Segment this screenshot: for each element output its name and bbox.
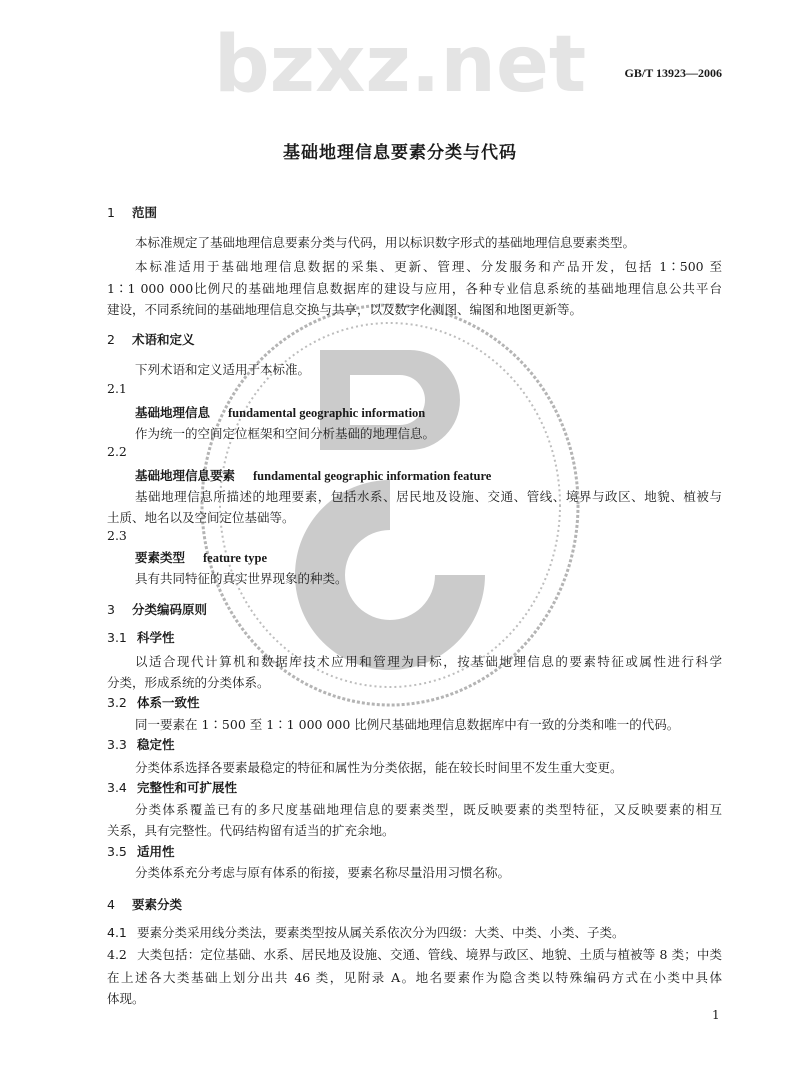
clause-body: 关系，具有完整性。代码结构留有适当的扩充余地。 [107, 823, 395, 838]
term-definition: 具有共同特征的真实世界现象的种类。 [135, 571, 348, 586]
clause-body: 分类体系选择各要素最稳定的特征和属性为分类依据，能在较长时间里不发生重大变更。 [135, 760, 623, 775]
standard-code-header: GB/T 13923—2006 [624, 66, 722, 80]
clause-heading: 3.2 体系一致性 [107, 695, 200, 710]
term-heading: 基础地理信息 fundamental geographic information [135, 405, 426, 420]
section-2-heading: 2 术语和定义 [107, 332, 195, 347]
paragraph-line: 1∶1 000 000比例尺的基础地理信息数据库的建设与应用，各种专业信息系统的基础地理信息公共平台 [107, 281, 722, 296]
term-heading: 要素类型 feature type [135, 550, 267, 565]
clause-heading: 3.4 完整性和可扩展性 [107, 780, 238, 795]
clause-heading: 3.5 适用性 [107, 844, 175, 859]
clause-body: 体现。 [107, 991, 145, 1006]
term-definition: 土质、地名以及空间定位基础等。 [107, 510, 295, 525]
clause-body: 以适合现代计算机和数据库技术应用和管理为目标，按基础地理信息的要素特征或属性进行科学 [135, 654, 722, 669]
clause-body: 在上述各大类基础上划分出共 46 类，见附录 A。地名要素作为隐含类以特殊编码方式在小类中具体 [107, 970, 722, 985]
clause-body: 分类体系覆盖已有的多尺度基础地理信息的要素类型，既反映要素的类型特征，又反映要素的相互 [135, 802, 722, 817]
page-number: 1 [712, 1008, 720, 1022]
term-definition: 基础地理信息所描述的地理要素，包括水系、居民地及设施、交通、管线、境界与政区、地貌、植被与 [135, 489, 722, 504]
clause-heading: 3.3 稳定性 [107, 737, 175, 752]
clause-4-2: 4.2 大类包括：定位基础、水系、居民地及设施、交通、管线、境界与政区、地貌、土质与植被等 8 类；中类 [107, 947, 722, 962]
term-number: 2.3 [107, 528, 127, 543]
paragraph-line: 本标准适用于基础地理信息数据的采集、更新、管理、分发服务和产品开发，包括 1∶500 至 [135, 259, 722, 274]
clause-heading: 3.1 科学性 [107, 630, 175, 645]
paragraph-line: 本标准规定了基础地理信息要素分类与代码，用以标识数字形式的基础地理信息要素类型。 [135, 235, 636, 250]
section-3-heading: 3 分类编码原则 [107, 602, 208, 617]
clause-body: 同一要素在 1∶500 至 1∶1 000 000 比例尺基础地理信息数据库中有一致的分类和唯一的代码。 [135, 717, 680, 732]
document-title: 基础地理信息要素分类与代码 [283, 143, 517, 163]
clause-body: 分类体系充分考虑与原有体系的衔接，要素名称尽量沿用习惯名称。 [135, 865, 511, 880]
term-number: 2.1 [107, 381, 127, 396]
watermark: bzxz.net [213, 20, 587, 110]
paragraph-line: 下列术语和定义适用于本标准。 [135, 362, 311, 377]
term-heading: 基础地理信息要素 fundamental geographic information feature [135, 468, 492, 483]
clause-body: 分类，形成系统的分类体系。 [107, 675, 270, 690]
section-1-heading: 1 范围 [107, 205, 158, 220]
clause-4-1: 4.1 要素分类采用线分类法，要素类型按从属关系依次分为四级：大类、中类、小类、子类。 [107, 925, 625, 940]
section-4-heading: 4 要素分类 [107, 897, 183, 912]
paragraph-line: 建设，不同系统间的基础地理信息交换与共享，以及数字化测图、编图和地图更新等。 [107, 302, 583, 317]
term-number: 2.2 [107, 444, 127, 459]
term-definition: 作为统一的空间定位框架和空间分析基础的地理信息。 [135, 426, 436, 441]
